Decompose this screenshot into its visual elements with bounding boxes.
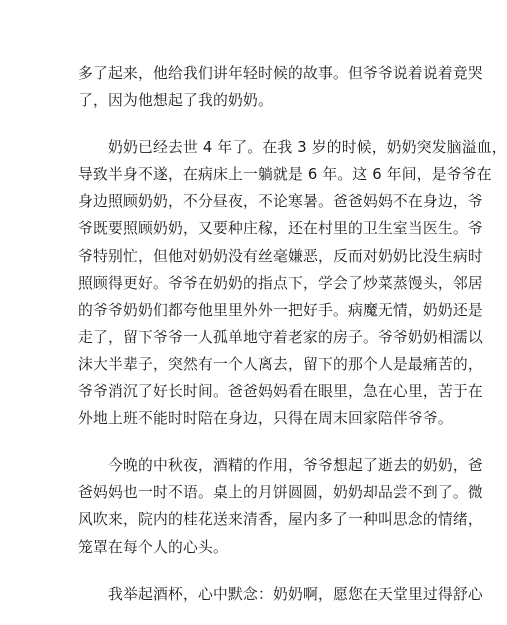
text-line: 了，因为他想起了我的奶奶。 — [78, 92, 273, 110]
text-line: 笼罩在每个人的心头。 — [78, 538, 228, 556]
document-page — [78, 60, 507, 625]
text-line: 爷爷消沉了好长时间。爸爸妈妈看在眼里，急在心里，苦于在 — [78, 383, 483, 401]
text-line: 的爷爷奶奶们都夸他里里外外一把好手。病魔无情，奶奶还是 — [78, 301, 483, 319]
text-line: 爷既要照顾奶奶，又要种庄稼，还在村里的卫生室当医生。爷 — [78, 220, 483, 238]
text-line: 风吹来，院内的桂花送来清香，屋内多了一种叫思念的情绪， — [78, 511, 483, 529]
text-line: 多了起来，他给我们讲年轻时候的故事。但爷爷说着说着竟哭 — [78, 65, 483, 82]
text-line: 爷特别忙，但他对奶奶没有丝毫嫌恶，反而对奶奶比没生病时 — [78, 247, 483, 265]
text-line: 外地上班不能时时陪在身边，只得在周末回家陪伴爷爷。 — [78, 410, 453, 428]
paragraph-3 — [78, 452, 483, 560]
text-line: 照顾得更好。爷爷在奶奶的指点下，学会了炒菜蒸馒头，邻居 — [78, 274, 483, 292]
text-line: 走了，留下爷爷一人孤单地守着老家的房子。爷爷奶奶相濡以 — [78, 328, 483, 346]
text-line: 我举起酒杯，心中默念：奶奶啊，愿您在天堂里过得舒心 — [108, 585, 483, 603]
text-line: 奶奶已经去世 4 年了。在我 3 岁的时候，奶奶突发脑溢血， — [108, 139, 507, 157]
text-line: 沫大半辈子，突然有一个人离去，留下的那个人是最痛苦的， — [78, 355, 483, 373]
paragraph-4 — [78, 581, 483, 608]
paragraph-1 — [78, 60, 483, 114]
text-line: 导致半身不遂，在病床上一躺就是 6 年。这 6 年间，是爷爷在 — [78, 166, 492, 184]
text-line: 身边照顾奶奶，不分昼夜，不论寒暑。爸爸妈妈不在身边，爷 — [78, 193, 483, 211]
paragraph-2 — [78, 134, 507, 432]
text-line: 爸妈妈也一时不语。桌上的月饼圆圆，奶奶却品尝不到了。微 — [78, 484, 483, 502]
text-line: 今晚的中秋夜，酒精的作用，爷爷想起了逝去的奶奶，爸 — [108, 457, 483, 475]
